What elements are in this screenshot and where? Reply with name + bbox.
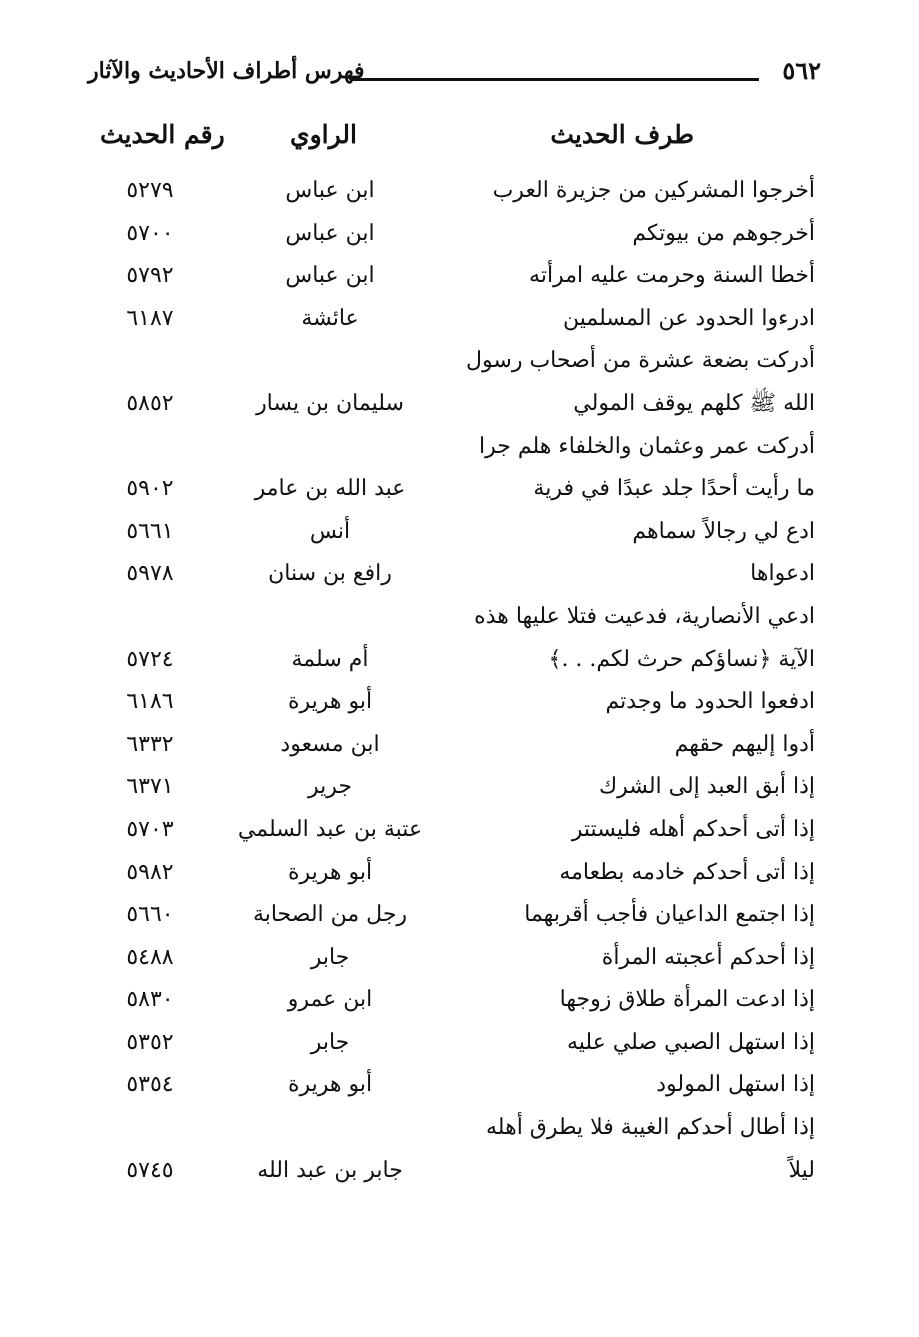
hadith-text: إذا استهل المولود xyxy=(656,1072,815,1098)
narrator-name: عبد الله بن عامر xyxy=(254,476,406,502)
hadith-text: أخرجوهم من بيوتكم xyxy=(632,220,815,246)
narrator-name: أبو هريرة xyxy=(287,1072,373,1098)
hadith-number: ٥٩٨٢ xyxy=(126,859,174,885)
narrator-name: أم سلمة xyxy=(291,646,369,672)
hadith-text: إذا ادعت المرأة طلاق زوجها xyxy=(559,987,815,1013)
narrator-name: ابن عباس xyxy=(285,178,375,203)
table-row xyxy=(0,513,919,556)
narrator-name: أبو هريرة xyxy=(287,689,373,715)
hadith-number: ٥٢٧٩ xyxy=(126,178,174,203)
table-row xyxy=(0,683,919,726)
hadith-text: ادعي الأنصارية، فدعيت فتلا عليها هذه xyxy=(474,603,815,629)
running-title: فهرس أطراف الأحاديث والآثار xyxy=(88,58,365,84)
table-row xyxy=(0,811,919,854)
hadith-number: ٥٨٣٠ xyxy=(126,987,174,1013)
hadith-text: ليلاً xyxy=(788,1157,815,1183)
hadith-text: ما رأيت أحدًا جلد عبدًا في فرية xyxy=(533,476,815,502)
hadith-text: أخطا السنة وحرمت عليه امرأته xyxy=(529,263,815,289)
narrator-name: ابن عباس xyxy=(285,263,375,289)
narrator-name: رجل من الصحابة xyxy=(252,902,408,928)
hadith-number: ٦٣٧١ xyxy=(126,774,174,800)
index-table xyxy=(0,172,919,1194)
table-row xyxy=(0,257,919,300)
narrator-name: عائشة xyxy=(301,305,359,331)
table-row xyxy=(0,939,919,982)
narrator-name: جرير xyxy=(308,774,352,800)
hadith-number: ٥٧٩٢ xyxy=(126,263,174,289)
hadith-number: ٦١٨٧ xyxy=(126,305,174,331)
page-number: ٥٦٢ xyxy=(782,56,821,85)
table-row xyxy=(0,896,919,939)
table-row xyxy=(0,1024,919,1067)
table-row xyxy=(0,470,919,513)
table-row xyxy=(0,598,919,641)
hadith-number: ٥٧٠٠ xyxy=(126,220,174,246)
narrator-name: جابر xyxy=(310,944,350,970)
hadith-text: ادعواها xyxy=(750,561,815,587)
hadith-text: ادرءوا الحدود عن المسلمين xyxy=(562,305,815,331)
column-heading-narrator: الراوي xyxy=(290,120,357,149)
table-row xyxy=(0,1066,919,1109)
hadith-number: ٥٩٧٨ xyxy=(126,561,174,587)
hadith-number: ٦١٨٦ xyxy=(126,689,174,715)
hadith-number: ٥٨٥٢ xyxy=(126,390,174,416)
narrator-name: أنس xyxy=(309,518,351,544)
hadith-text: أدوا إليهم حقهم xyxy=(674,731,815,757)
hadith-text: أخرجوا المشركين من جزيرة العرب xyxy=(492,178,815,203)
narrator-name: عتبة بن عبد السلمي xyxy=(237,816,423,842)
hadith-number: ٥٣٥٢ xyxy=(126,1029,174,1055)
table-row xyxy=(0,385,919,428)
table-row xyxy=(0,172,919,215)
hadith-text: ادع لي رجالاً سماهم xyxy=(632,518,815,544)
table-row xyxy=(0,215,919,258)
table-row xyxy=(0,981,919,1024)
table-row xyxy=(0,342,919,385)
hadith-number: ٥٩٠٢ xyxy=(126,476,174,502)
table-row xyxy=(0,726,919,769)
narrator-name: رافع بن سنان xyxy=(268,561,392,587)
hadith-text: أدركت عمر وعثمان والخلفاء هلم جرا xyxy=(478,433,815,459)
table-row xyxy=(0,300,919,343)
hadith-number: ٥٣٥٤ xyxy=(126,1072,174,1098)
hadith-number: ٥٦٦١ xyxy=(126,518,174,544)
table-row xyxy=(0,854,919,897)
table-row xyxy=(0,428,919,471)
table-row xyxy=(0,555,919,598)
header-rule xyxy=(352,78,759,81)
narrator-name: جابر بن عبد الله xyxy=(257,1157,403,1183)
hadith-number: ٦٣٣٢ xyxy=(126,731,174,757)
hadith-text: أدركت بضعة عشرة من أصحاب رسول xyxy=(466,348,815,374)
narrator-name: ابن عمرو xyxy=(287,987,373,1013)
hadith-text: إذا استهل الصبي صلي عليه xyxy=(567,1029,815,1055)
hadith-text: الآية ﴿نساؤكم حرث لكم. . .﴾ xyxy=(548,646,815,672)
hadith-number: ٥٦٦٠ xyxy=(126,902,174,928)
narrator-name: سليمان بن يسار xyxy=(256,390,404,416)
hadith-text: إذا أطال أحدكم الغيبة فلا يطرق أهله xyxy=(486,1115,815,1141)
hadith-text: ادفعوا الحدود ما وجدتم xyxy=(605,689,815,715)
table-row xyxy=(0,1152,919,1195)
hadith-text: إذا أحدكم أعجبته المرأة xyxy=(601,944,815,970)
table-row xyxy=(0,768,919,811)
hadith-number: ٥٧٤٥ xyxy=(126,1157,174,1183)
column-heading-number: رقم الحديث xyxy=(100,120,225,149)
hadith-text: الله ﷺ كلهم يوقف المولي xyxy=(573,390,815,416)
narrator-name: ابن عباس xyxy=(285,220,375,246)
hadith-text: إذا اجتمع الداعيان فأجب أقربهما xyxy=(524,902,815,928)
narrator-name: ابن مسعود xyxy=(280,731,380,757)
narrator-name: جابر xyxy=(310,1029,350,1055)
hadith-text: إذا أبق العبد إلى الشرك xyxy=(598,774,815,800)
hadith-number: ٥٧٢٤ xyxy=(126,646,174,672)
hadith-text: إذا أتى أحدكم أهله فليستتر xyxy=(571,816,815,842)
hadith-number: ٥٧٠٣ xyxy=(126,816,174,842)
narrator-name: أبو هريرة xyxy=(287,859,373,885)
column-heading-hadith: طرف الحديث xyxy=(550,120,694,149)
table-row xyxy=(0,641,919,684)
hadith-text: إذا أتى أحدكم خادمه بطعامه xyxy=(559,859,815,885)
table-row xyxy=(0,1109,919,1152)
hadith-number: ٥٤٨٨ xyxy=(126,944,174,970)
